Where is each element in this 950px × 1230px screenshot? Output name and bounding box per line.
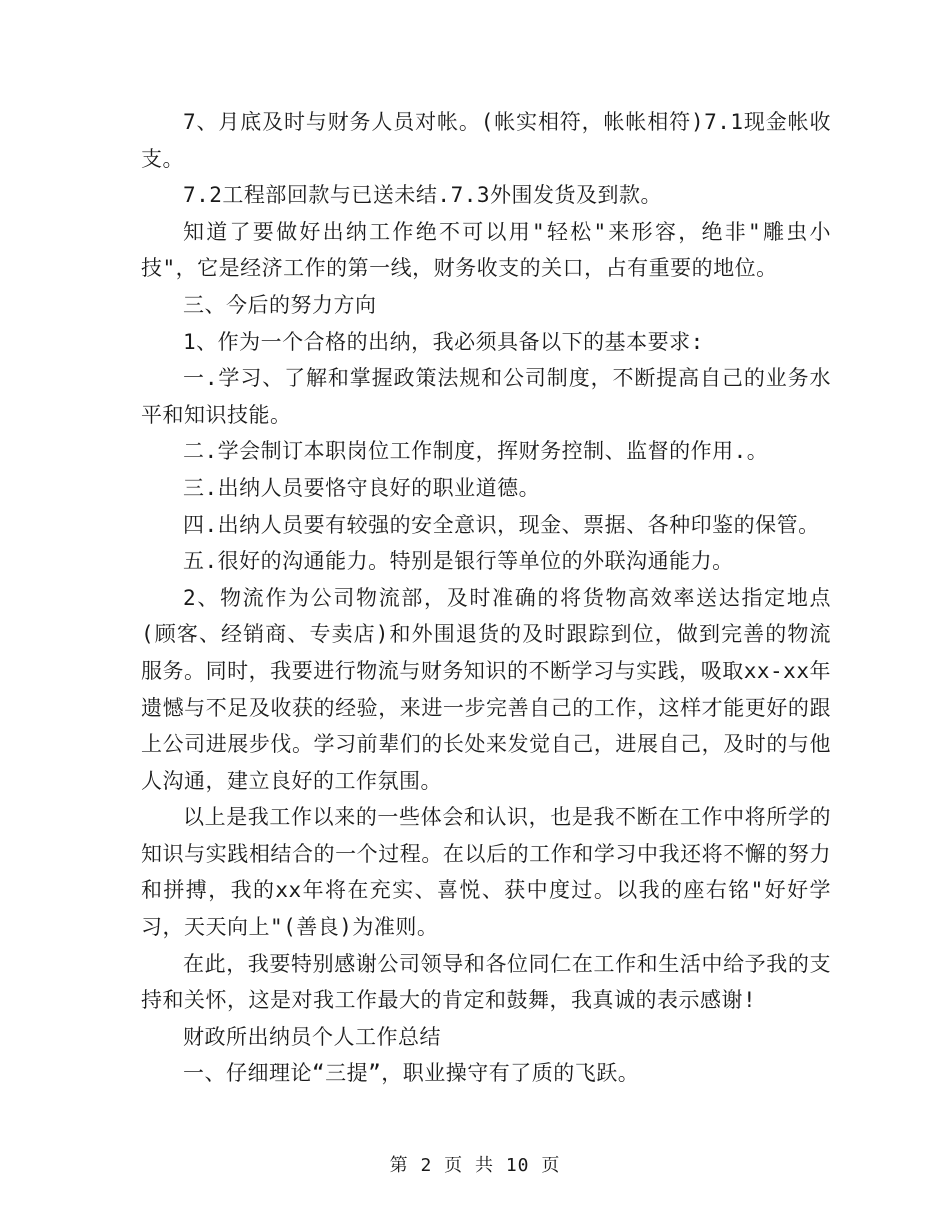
list-item: 一.学习、了解和掌握政策法规和公司制度，不断提高自己的业务水平和知识技能。: [141, 366, 831, 427]
list-item: 二.学会制订本职岗位工作制度，挥财务控制、监督的作用.。: [183, 439, 769, 464]
section-heading: 三、今后的努力方向: [183, 292, 377, 317]
section-title: 财政所出纳员个人工作总结: [183, 1024, 441, 1049]
paragraph: 1、作为一个合格的出纳，我必须具备以下的基本要求:: [183, 329, 704, 354]
paragraph: 以上是我工作以来的一些体会和认识，也是我不断在工作中将所学的知识与实践相结合的一个过程。在以后的工作和学习中我还将不懈的努力和拼搏，我的xx年将在充实、喜悦、获中度过。以我的座右铭"好好学习，天天向上"(善良)为准则。: [141, 805, 831, 940]
list-item: 三.出纳人员要恪守良好的职业道德。: [183, 475, 541, 500]
paragraph: 2、物流作为公司物流部，及时准确的将货物高效率送达指定地点(顾客、经销商、专卖店)和外围退货的及时跟踪到位，做到完善的物流服务。同时，我要进行物流与财务知识的不断学习与实践，吸取xx-xx年遗憾与不足及收获的经验，来进一步完善自己的工作，这样才能更好的跟上公司进展步伐。学习前辈们的长处来发觉自己，进展自己，及时的与他人沟通，建立良好的工作氛围。: [141, 585, 831, 793]
paragraph: 7、月底及时与财务人员对帐。(帐实相符，帐帐相符)7.1现金帐收支。: [141, 110, 831, 171]
section-heading: 一、仔细理论“三提”，职业操守有了质的飞跃。: [183, 1061, 640, 1086]
paragraph: 在此，我要特别感谢公司领导和各位同仁在工作和生活中给予我的支持和关怀，这是对我工作最大的肯定和鼓舞，我真诚的表示感谢!: [141, 951, 831, 1013]
page-number: 第 2 页 共 10 页: [389, 1155, 561, 1176]
paragraph: 7.2工程部回款与已送未结.7.3外围发货及到款。: [183, 183, 662, 208]
list-item: 四.出纳人员要有较强的安全意识，现金、票据、各种印鉴的保管。: [183, 512, 820, 537]
list-item: 五.很好的沟通能力。特别是银行等单位的外联沟通能力。: [183, 549, 734, 574]
document-body: [141, 104, 831, 1092]
paragraph: 知道了要做好出纳工作绝不可以用"轻松"来形容，绝非"雕虫小技"，它是经济工作的第一线，财务收支的关口，占有重要的地位。: [141, 219, 831, 281]
